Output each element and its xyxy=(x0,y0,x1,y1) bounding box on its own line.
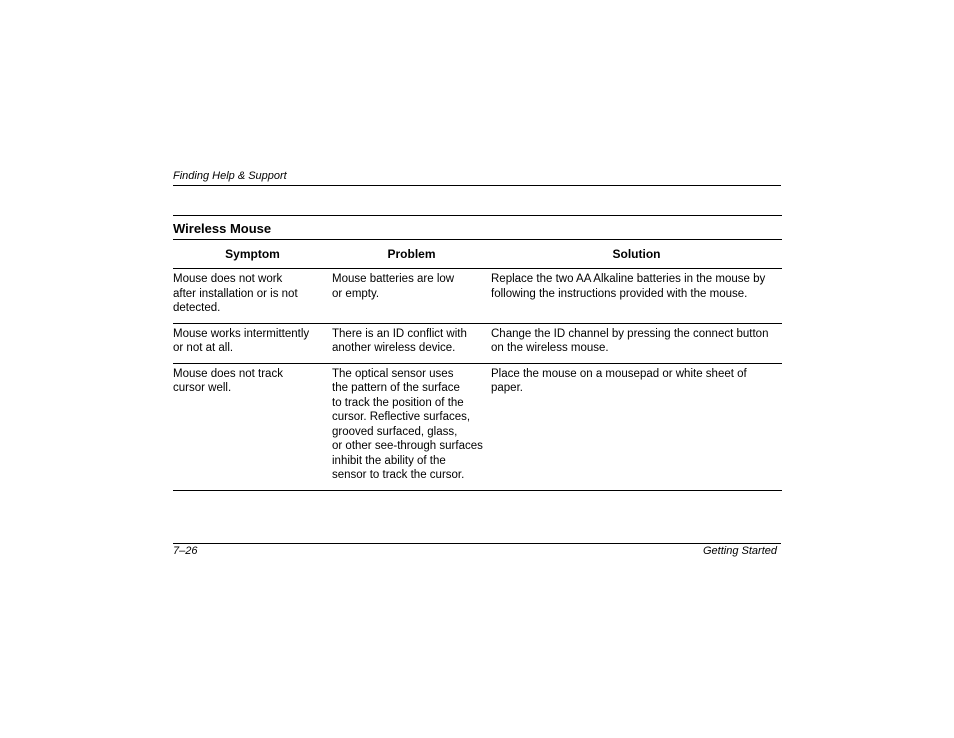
solution-cell: Replace the two AA Alkaline batteries in the mouse by following the instructions provided with the mouse. xyxy=(491,269,782,324)
solution-cell: Change the ID channel by pressing the connect button on the wireless mouse. xyxy=(491,323,782,363)
troubleshooting-table xyxy=(173,239,782,491)
table-title: Wireless Mouse xyxy=(173,221,272,236)
footer-divider xyxy=(173,543,781,544)
running-header: Finding Help & Support xyxy=(173,170,287,182)
book-title: Getting Started xyxy=(703,545,777,557)
table-row xyxy=(173,323,782,363)
symptom-cell: Mouse does not track cursor well. xyxy=(173,363,332,490)
problem-cell: Mouse batteries are low or empty. xyxy=(332,269,491,324)
table-row xyxy=(173,269,782,324)
problem-cell: There is an ID conflict with another wireless device. xyxy=(332,323,491,363)
symptom-cell: Mouse does not work after installation or is not detected. xyxy=(173,269,332,324)
header-divider xyxy=(173,185,781,186)
column-header-solution: Solution xyxy=(491,240,782,269)
wireless-mouse-table-section xyxy=(173,215,782,491)
page-number: 7–26 xyxy=(173,545,198,557)
problem-cell: The optical sensor uses the pattern of the surface to track the position of the cursor. Reflective surfaces, grooved surfaced, glass, or other see-through surfaces inhibit the ability of the sensor to track the cursor. xyxy=(332,363,491,490)
column-header-problem: Problem xyxy=(332,240,491,269)
table-header-row xyxy=(173,240,782,269)
symptom-cell: Mouse works intermittently or not at all. xyxy=(173,323,332,363)
column-header-symptom: Symptom xyxy=(173,240,332,269)
table-row xyxy=(173,363,782,490)
solution-cell: Place the mouse on a mousepad or white sheet of paper. xyxy=(491,363,782,490)
